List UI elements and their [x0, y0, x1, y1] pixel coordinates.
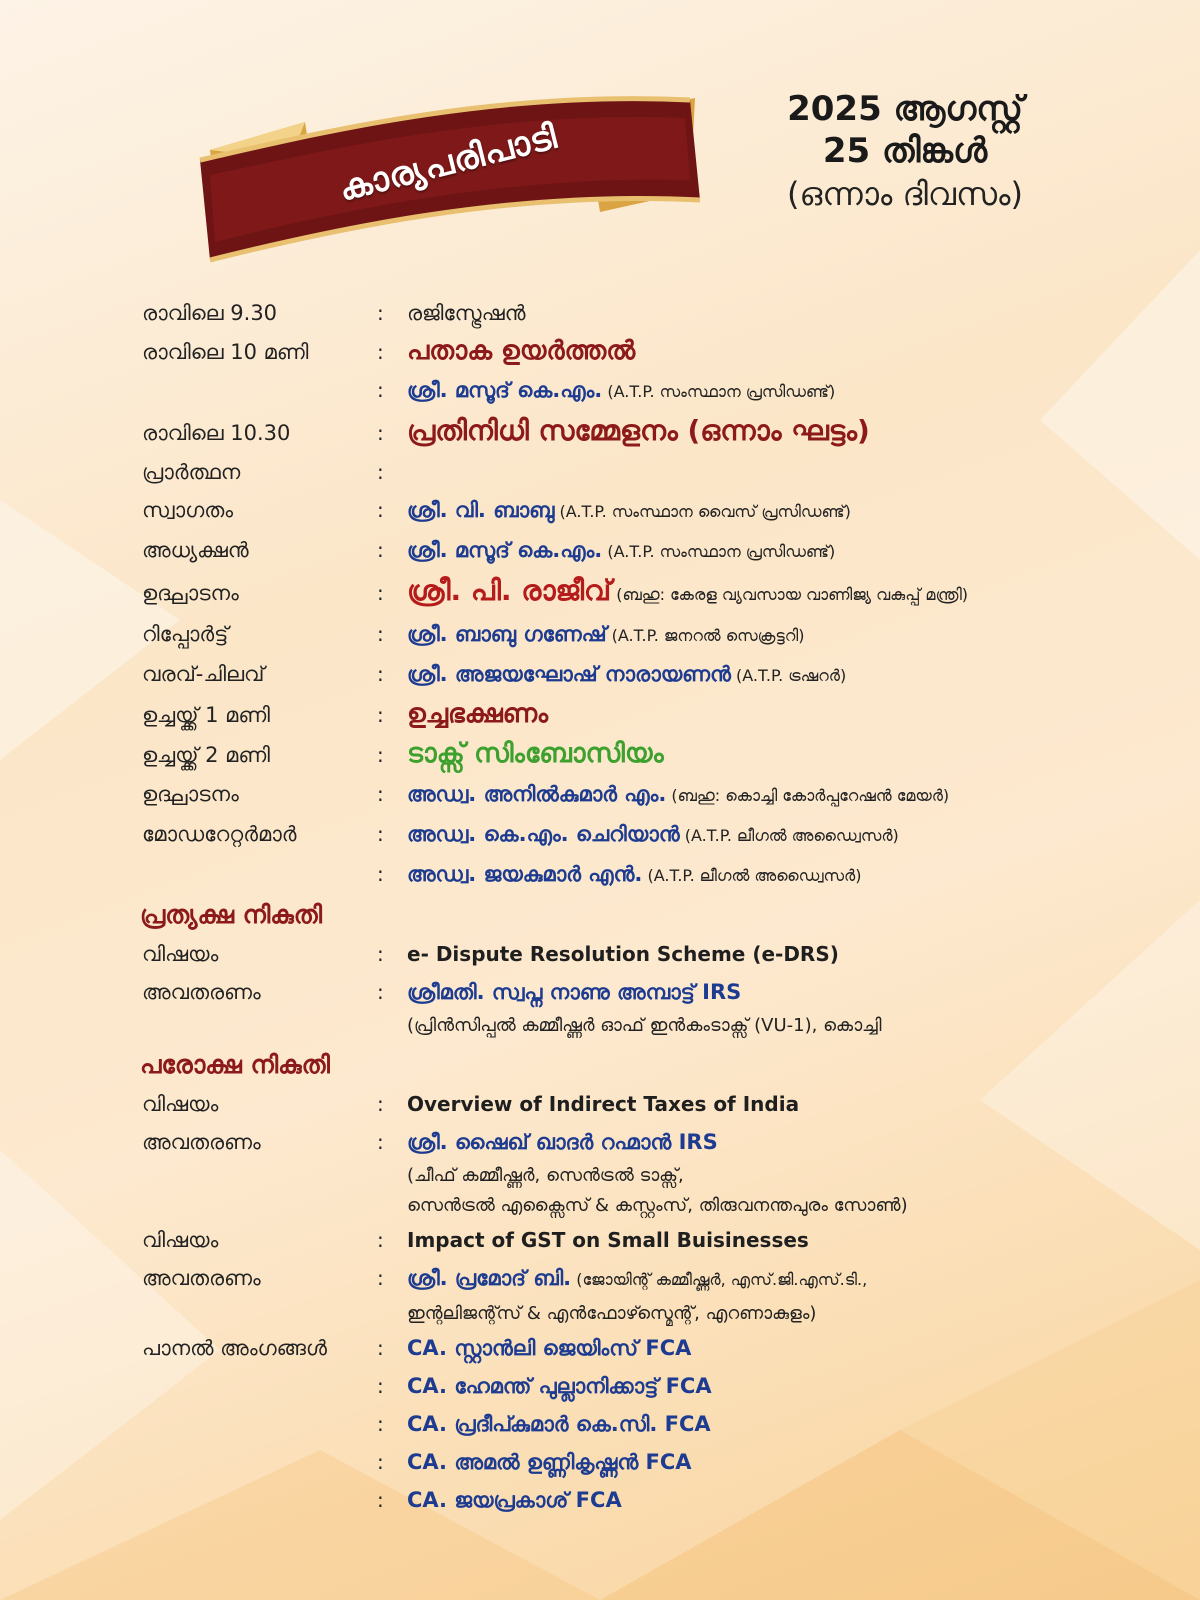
person-name: ശ്രീ. അജയഘോഷ് നാരായണൻ	[407, 662, 731, 686]
time-label: രാവിലെ 10.30	[142, 421, 291, 445]
item-label: അധ്യക്ഷൻ	[142, 538, 249, 562]
time-label: രാവിലെ 9.30	[142, 301, 278, 325]
schedule-row	[142, 411, 1182, 453]
person-role: (A.T.P. ജനറൽ സെക്രട്ടറി)	[611, 626, 805, 645]
item-value: ടാക്സ് സിംബോസിയം	[407, 738, 664, 769]
colon: :	[377, 1092, 384, 1116]
date-year-month: 2025 ആഗസ്റ്റ്	[787, 89, 1023, 129]
colon: :	[377, 1488, 384, 1512]
item-label: പാനൽ അംഗങ്ങൾ	[142, 1336, 327, 1360]
colon: :	[377, 1228, 384, 1252]
colon: :	[377, 862, 384, 886]
colon: :	[377, 498, 384, 522]
item-label: റിപ്പോർട്ട്	[142, 622, 229, 646]
title-banner	[190, 80, 730, 280]
colon: :	[377, 421, 384, 445]
panel-member: CA. ഹേമന്ത് പുല്ലാനിക്കാട്ട് FCA	[407, 1374, 712, 1398]
colon: :	[377, 301, 384, 325]
schedule-row	[142, 294, 1182, 332]
schedule-row	[142, 1123, 1182, 1161]
topic-title: Overview of Indirect Taxes of India	[407, 1092, 800, 1116]
item-label: അവതരണം	[142, 1266, 261, 1290]
panel-row	[142, 1481, 1182, 1519]
time-label: ഉച്ചയ്ക്ക് 1 മണി	[142, 703, 270, 727]
schedule-row	[142, 775, 1182, 815]
person-role: (ബഹു: കേരള വ്യവസായ വാണിജ്യ വകുപ്പ് മന്ത്രി)	[616, 585, 969, 604]
panel-row	[142, 1329, 1182, 1367]
person-name: ശ്രീമതി. സ്വപ്ന നാണു അമ്പാട്ട് IRS	[407, 980, 742, 1004]
person-name: അഡ്വ. അനിൽകുമാർ എം.	[407, 782, 667, 806]
item-value: രജിസ്ട്രേഷൻ	[407, 301, 526, 325]
item-label: വിഷയം	[142, 1092, 219, 1116]
colon: :	[377, 1266, 384, 1290]
person-name: ശ്രീ. ബാബു ഗണേഷ്	[407, 622, 607, 646]
panel-row	[142, 1405, 1182, 1443]
schedule-row	[142, 1221, 1182, 1259]
colon: :	[377, 378, 384, 402]
person-name: ശ്രീ. മസൂദ് കെ.എം.	[407, 538, 603, 562]
person-name: ശ്രീ. പ്രമോദ് ബി.	[407, 1266, 572, 1290]
indirect-tax-heading: പരോക്ഷ നികുതി	[140, 1050, 330, 1079]
item-label: അവതരണം	[142, 980, 261, 1004]
schedule-row	[142, 734, 1182, 775]
panel-member: CA. സ്റ്റാൻലി ജെയിംസ് FCA	[407, 1336, 692, 1360]
item-value: പ്രതിനിധി സമ്മേളനം (ഒന്നാം ഘട്ടം)	[407, 414, 870, 447]
person-role: (A.T.P. സംസ്ഥാന വൈസ് പ്രസിഡണ്ട്)	[559, 502, 851, 521]
date-day: 25 തിങ്കൾ	[822, 131, 988, 171]
panel-row	[142, 1367, 1182, 1405]
person-name: ശ്രീ. വി. ബാബു	[407, 498, 555, 522]
item-label: ഉദ്ഘാടനം	[142, 581, 239, 605]
item-label: മോഡറേറ്റർമാർ	[142, 822, 297, 846]
schedule-row	[142, 453, 1182, 491]
schedule-row	[142, 935, 1182, 973]
panel-member: CA. പ്രദീപ്കുമാർ കെ.സി. FCA	[407, 1412, 711, 1436]
person-role: (A.T.P. സംസ്ഥാന പ്രസിഡണ്ട്)	[607, 382, 836, 401]
schedule-list	[142, 294, 1182, 1519]
person-role: (A.T.P. ലീഗൽ അഡ്വൈസർ)	[647, 866, 862, 885]
panel-member: CA. അമൽ ഉണ്ണികൃഷ്ണൻ FCA	[407, 1450, 692, 1474]
time-label: ഉച്ചയ്ക്ക് 2 മണി	[142, 743, 270, 767]
event-date	[740, 88, 1070, 216]
date-day-number: (ഒന്നാം ദിവസം)	[787, 175, 1023, 213]
colon: :	[377, 942, 384, 966]
person-name: ശ്രീ. പി. രാജീവ്	[407, 574, 612, 607]
schedule-row	[142, 1085, 1182, 1123]
schedule-row	[142, 655, 1182, 695]
schedule-row	[142, 815, 1182, 855]
schedule-row	[142, 615, 1182, 655]
schedule-row	[142, 332, 1182, 371]
colon: :	[377, 460, 384, 484]
item-label: വിഷയം	[142, 942, 219, 966]
colon: :	[377, 1412, 384, 1436]
person-name: അഡ്വ. ജയകുമാർ എൻ.	[407, 862, 643, 886]
person-name: ശ്രീ. ഷൈഖ് ഖാദർ റഹ്മാൻ IRS	[407, 1130, 718, 1154]
colon: :	[377, 782, 384, 806]
item-label: വിഷയം	[142, 1228, 219, 1252]
schedule-row	[142, 1259, 1182, 1299]
banner-title: കാര്യപരിപാടി	[335, 116, 562, 210]
person-role: (പ്രിൻസിപ്പൽ കമ്മീഷ്ണർ ഓഫ് ഇൻകംടാക്സ് (VU-1), കൊച്ചി	[407, 1015, 882, 1036]
colon: :	[377, 980, 384, 1004]
schedule-row	[142, 371, 1182, 411]
person-role: (A.T.P. ലീഗൽ അഡ്വൈസർ)	[684, 826, 899, 845]
item-label: ഉദ്ഘാടനം	[142, 782, 239, 806]
colon: :	[377, 662, 384, 686]
colon: :	[377, 1374, 384, 1398]
person-role: ഇന്റലിജന്റ്സ് & എൻഫോഴ്സ്മെന്റ്, എറണാകുളം)	[407, 1303, 817, 1324]
direct-tax-heading: പ്രത്യക്ഷ നികുതി	[140, 900, 323, 929]
person-name: ശ്രീ. മസൂദ് കെ.എം.	[407, 378, 603, 402]
colon: :	[377, 340, 384, 364]
colon: :	[377, 743, 384, 767]
item-label: അവതരണം	[142, 1130, 261, 1154]
person-name: അഡ്വ. കെ.എം. ചെറിയാൻ	[407, 822, 680, 846]
person-role: (ബഹു: കൊച്ചി കോർപ്പറേഷൻ മേയർ)	[671, 786, 950, 805]
schedule-row	[142, 531, 1182, 571]
schedule-row	[142, 973, 1182, 1011]
item-label: പ്രാർത്ഥന	[142, 460, 241, 484]
item-value: ഉച്ചഭക്ഷണം	[407, 699, 549, 729]
item-label: സ്വാഗതം	[142, 498, 234, 522]
person-role: (A.T.P. ട്രഷറർ)	[735, 666, 847, 685]
colon: :	[377, 622, 384, 646]
panel-member: CA. ജയപ്രകാശ് FCA	[407, 1488, 622, 1512]
colon: :	[377, 1450, 384, 1474]
person-role: (ജോയിന്റ് കമ്മീഷ്ണർ, എസ്.ജി.എസ്.ടി.,	[576, 1270, 868, 1289]
topic-title: e- Dispute Resolution Scheme (e-DRS)	[407, 942, 839, 966]
person-role: (ചീഫ് കമ്മീഷ്ണർ, സെൻട്രൽ ടാക്സ്,	[407, 1165, 684, 1186]
schedule-row	[142, 695, 1182, 734]
time-label: രാവിലെ 10 മണി	[142, 340, 309, 364]
panel-row	[142, 1443, 1182, 1481]
colon: :	[377, 538, 384, 562]
item-value: പതാക ഉയർത്തൽ	[407, 336, 636, 366]
item-label: വരവ്-ചിലവ്	[142, 662, 265, 686]
colon: :	[377, 1130, 384, 1154]
schedule-row	[142, 491, 1182, 531]
person-role: (A.T.P. സംസ്ഥാന പ്രസിഡണ്ട്)	[607, 542, 836, 561]
colon: :	[377, 703, 384, 727]
schedule-row	[142, 571, 1182, 615]
topic-title: Impact of GST on Small Buisinesses	[407, 1228, 809, 1252]
colon: :	[377, 581, 384, 605]
person-role: സെൻട്രൽ എക്സൈസ് & കസ്റ്റംസ്, തിരുവനന്തപുരം സോൺ)	[407, 1195, 908, 1216]
colon: :	[377, 1336, 384, 1360]
colon: :	[377, 822, 384, 846]
schedule-row	[142, 855, 1182, 895]
